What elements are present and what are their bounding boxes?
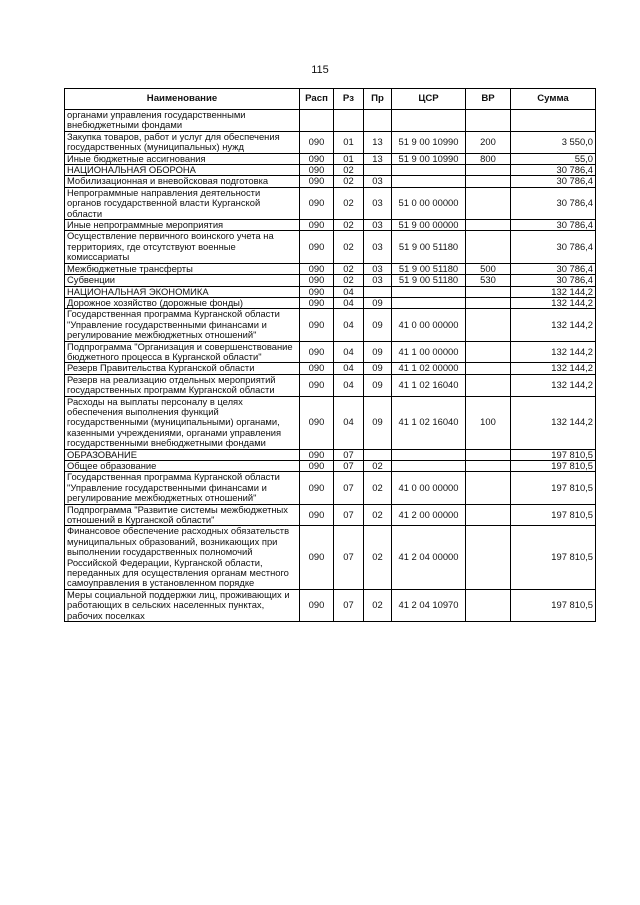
cell-csr: 51 9 00 10990 xyxy=(392,153,466,164)
cell-rz: 04 xyxy=(334,297,364,308)
cell-pr: 02 xyxy=(364,589,392,621)
cell-name: Иные бюджетные ассигнования xyxy=(65,153,300,164)
cell-vr: 500 xyxy=(466,263,511,274)
table-row xyxy=(65,153,596,164)
cell-rasp: 090 xyxy=(300,176,334,187)
cell-rz: 04 xyxy=(334,309,364,341)
cell-rasp: 090 xyxy=(300,472,334,504)
table-row xyxy=(65,363,596,374)
cell-pr: 09 xyxy=(364,297,392,308)
cell-csr xyxy=(392,297,466,308)
table-row xyxy=(65,231,596,263)
cell-rz: 02 xyxy=(334,263,364,274)
page-number: 115 xyxy=(311,64,329,76)
cell-sum: 30 786,4 xyxy=(511,187,596,219)
cell-pr: 03 xyxy=(364,263,392,274)
cell-pr: 09 xyxy=(364,396,392,449)
cell-name: Резерв Правительства Курганской области xyxy=(65,363,300,374)
cell-vr xyxy=(466,309,511,341)
cell-sum: 30 786,4 xyxy=(511,176,596,187)
cell-rasp: 090 xyxy=(300,449,334,460)
header-csr: ЦСР xyxy=(392,89,466,110)
cell-rasp: 090 xyxy=(300,396,334,449)
cell-pr: 02 xyxy=(364,472,392,504)
cell-pr: 09 xyxy=(364,363,392,374)
cell-name: Мобилизационная и вневойсковая подготовка xyxy=(65,176,300,187)
cell-name: Непрограммные направления деятельности органов государственной власти Курганской области xyxy=(65,187,300,219)
cell-vr xyxy=(466,449,511,460)
cell-csr: 51 9 00 10990 xyxy=(392,131,466,153)
cell-name: Иные непрограммные мероприятия xyxy=(65,220,300,231)
cell-pr: 13 xyxy=(364,153,392,164)
cell-csr xyxy=(392,286,466,297)
cell-pr: 03 xyxy=(364,176,392,187)
cell-vr xyxy=(466,220,511,231)
cell-pr xyxy=(364,449,392,460)
cell-name: Подпрограмма "Организация и совершенствование бюджетного процесса в Курганской области" xyxy=(65,341,300,363)
cell-vr xyxy=(466,472,511,504)
cell-rasp: 090 xyxy=(300,165,334,176)
cell-name: Закупка товаров, работ и услуг для обеспечения государственных (муниципальных) нужд xyxy=(65,131,300,153)
cell-rz: 04 xyxy=(334,374,364,396)
table-row xyxy=(65,220,596,231)
cell-vr xyxy=(466,504,511,526)
cell-name: Государственная программа Курганской области "Управление государственными финансами и регулирование межбюджетных отношений" xyxy=(65,309,300,341)
cell-rasp: 090 xyxy=(300,286,334,297)
cell-pr: 13 xyxy=(364,131,392,153)
cell-vr xyxy=(466,297,511,308)
cell-vr xyxy=(466,286,511,297)
cell-sum: 132 144,2 xyxy=(511,363,596,374)
table-row xyxy=(65,297,596,308)
cell-pr: 09 xyxy=(364,341,392,363)
table-row xyxy=(65,309,596,341)
cell-rz: 07 xyxy=(334,449,364,460)
cell-name: Субвенции xyxy=(65,275,300,286)
table-row xyxy=(65,461,596,472)
cell-rz: 02 xyxy=(334,275,364,286)
cell-sum: 132 144,2 xyxy=(511,286,596,297)
cell-sum: 197 810,5 xyxy=(511,589,596,621)
cell-pr xyxy=(364,110,392,132)
cell-sum: 132 144,2 xyxy=(511,309,596,341)
cell-rz: 04 xyxy=(334,363,364,374)
cell-vr xyxy=(466,176,511,187)
cell-rz: 07 xyxy=(334,589,364,621)
cell-name: Резерв на реализацию отдельных мероприятий государственных программ Курганской области xyxy=(65,374,300,396)
cell-rasp: 090 xyxy=(300,131,334,153)
table-row xyxy=(65,165,596,176)
budget-table xyxy=(64,88,596,622)
cell-rz: 02 xyxy=(334,176,364,187)
cell-rasp: 090 xyxy=(300,263,334,274)
cell-vr xyxy=(466,363,511,374)
header-name: Наименование xyxy=(65,89,300,110)
cell-pr: 03 xyxy=(364,231,392,263)
cell-vr xyxy=(466,589,511,621)
table-row xyxy=(65,504,596,526)
cell-rasp: 090 xyxy=(300,153,334,164)
cell-sum: 197 810,5 xyxy=(511,526,596,589)
cell-name: Дорожное хозяйство (дорожные фонды) xyxy=(65,297,300,308)
cell-vr: 200 xyxy=(466,131,511,153)
cell-rz: 07 xyxy=(334,461,364,472)
cell-vr xyxy=(466,526,511,589)
cell-csr: 51 0 00 00000 xyxy=(392,187,466,219)
cell-name: Подпрограмма "Развитие системы межбюджетных отношений в Курганской области" xyxy=(65,504,300,526)
cell-csr xyxy=(392,110,466,132)
header-pr: Пр xyxy=(364,89,392,110)
cell-name: Осуществление первичного воинского учета на территориях, где отсутствуют военные комиссариаты xyxy=(65,231,300,263)
cell-pr: 09 xyxy=(364,374,392,396)
cell-pr: 03 xyxy=(364,187,392,219)
cell-rz: 01 xyxy=(334,131,364,153)
cell-rz: 01 xyxy=(334,153,364,164)
cell-csr: 51 9 00 51180 xyxy=(392,275,466,286)
cell-vr xyxy=(466,231,511,263)
cell-name: Общее образование xyxy=(65,461,300,472)
cell-csr: 41 2 04 00000 xyxy=(392,526,466,589)
cell-vr: 530 xyxy=(466,275,511,286)
table-row xyxy=(65,341,596,363)
cell-rz: 02 xyxy=(334,220,364,231)
cell-vr: 100 xyxy=(466,396,511,449)
cell-sum: 132 144,2 xyxy=(511,396,596,449)
table-row xyxy=(65,449,596,460)
cell-sum: 197 810,5 xyxy=(511,504,596,526)
table-row xyxy=(65,176,596,187)
cell-name: Финансовое обеспечение расходных обязательств муниципальных образований, возникающих при выполнении государственных полномочий Российской Федерации, Курганской области, переданных для осуществления органам местного самоуправления в установленном порядке xyxy=(65,526,300,589)
table-row xyxy=(65,110,596,132)
cell-rz xyxy=(334,110,364,132)
cell-sum: 197 810,5 xyxy=(511,472,596,504)
cell-rz: 04 xyxy=(334,396,364,449)
cell-sum: 197 810,5 xyxy=(511,461,596,472)
table-row xyxy=(65,374,596,396)
cell-name: Межбюджетные трансферты xyxy=(65,263,300,274)
cell-vr xyxy=(466,110,511,132)
cell-sum: 132 144,2 xyxy=(511,341,596,363)
cell-csr: 41 0 00 00000 xyxy=(392,309,466,341)
cell-csr: 51 9 00 00000 xyxy=(392,220,466,231)
cell-rasp: 090 xyxy=(300,504,334,526)
table-row xyxy=(65,396,596,449)
cell-vr: 800 xyxy=(466,153,511,164)
cell-csr xyxy=(392,165,466,176)
cell-rz: 02 xyxy=(334,231,364,263)
table-row xyxy=(65,589,596,621)
cell-rz: 02 xyxy=(334,187,364,219)
table-row xyxy=(65,286,596,297)
cell-rz: 07 xyxy=(334,526,364,589)
cell-rasp xyxy=(300,110,334,132)
cell-sum: 30 786,4 xyxy=(511,220,596,231)
cell-rasp: 090 xyxy=(300,341,334,363)
cell-sum: 30 786,4 xyxy=(511,165,596,176)
header-vr: ВР xyxy=(466,89,511,110)
table-row xyxy=(65,275,596,286)
table-row xyxy=(65,472,596,504)
cell-csr: 41 2 04 10970 xyxy=(392,589,466,621)
cell-name: Государственная программа Курганской области "Управление государственными финансами и регулирование межбюджетных отношений" xyxy=(65,472,300,504)
cell-vr xyxy=(466,187,511,219)
cell-name: НАЦИОНАЛЬНАЯ ЭКОНОМИКА xyxy=(65,286,300,297)
cell-sum: 3 550,0 xyxy=(511,131,596,153)
cell-csr: 41 1 02 16040 xyxy=(392,396,466,449)
table-row xyxy=(65,263,596,274)
cell-rasp: 090 xyxy=(300,363,334,374)
cell-sum: 30 786,4 xyxy=(511,275,596,286)
cell-rasp: 090 xyxy=(300,526,334,589)
cell-pr xyxy=(364,286,392,297)
cell-rasp: 090 xyxy=(300,374,334,396)
cell-sum: 132 144,2 xyxy=(511,374,596,396)
cell-csr: 41 1 00 00000 xyxy=(392,341,466,363)
cell-rasp: 090 xyxy=(300,187,334,219)
cell-name: ОБРАЗОВАНИЕ xyxy=(65,449,300,460)
header-sum: Сумма xyxy=(511,89,596,110)
cell-rasp: 090 xyxy=(300,589,334,621)
table-row xyxy=(65,187,596,219)
cell-name: Расходы на выплаты персоналу в целях обеспечения выполнения функций государственными (муниципальными) органами, казенными учреждениями, органами управления государственными внебюджетными фондами xyxy=(65,396,300,449)
cell-rasp: 090 xyxy=(300,309,334,341)
cell-vr xyxy=(466,374,511,396)
cell-rasp: 090 xyxy=(300,275,334,286)
cell-pr: 03 xyxy=(364,220,392,231)
table-row xyxy=(65,526,596,589)
cell-rz: 07 xyxy=(334,472,364,504)
cell-rz: 04 xyxy=(334,286,364,297)
cell-sum: 55,0 xyxy=(511,153,596,164)
cell-sum: 30 786,4 xyxy=(511,263,596,274)
cell-csr: 51 9 00 51180 xyxy=(392,263,466,274)
header-rz: Рз xyxy=(334,89,364,110)
cell-vr xyxy=(466,341,511,363)
cell-sum: 197 810,5 xyxy=(511,449,596,460)
cell-rz: 07 xyxy=(334,504,364,526)
cell-csr: 41 1 02 00000 xyxy=(392,363,466,374)
cell-rasp: 090 xyxy=(300,220,334,231)
cell-pr: 02 xyxy=(364,526,392,589)
cell-name: органами управления государственными внебюджетными фондами xyxy=(65,110,300,132)
cell-csr xyxy=(392,461,466,472)
cell-csr: 51 9 00 51180 xyxy=(392,231,466,263)
cell-name: Меры социальной поддержки лиц, проживающих и работающих в сельских населенных пунктах, рабочих поселках xyxy=(65,589,300,621)
cell-pr: 09 xyxy=(364,309,392,341)
cell-csr: 41 0 00 00000 xyxy=(392,472,466,504)
cell-pr: 02 xyxy=(364,504,392,526)
cell-name: НАЦИОНАЛЬНАЯ ОБОРОНА xyxy=(65,165,300,176)
cell-vr xyxy=(466,461,511,472)
cell-csr: 41 2 00 00000 xyxy=(392,504,466,526)
cell-pr: 02 xyxy=(364,461,392,472)
cell-rasp: 090 xyxy=(300,231,334,263)
cell-csr xyxy=(392,176,466,187)
cell-rz: 02 xyxy=(334,165,364,176)
table-header-row xyxy=(65,89,596,110)
cell-rasp: 090 xyxy=(300,297,334,308)
cell-sum: 132 144,2 xyxy=(511,297,596,308)
table-row xyxy=(65,131,596,153)
cell-sum xyxy=(511,110,596,132)
cell-vr xyxy=(466,165,511,176)
cell-pr: 03 xyxy=(364,275,392,286)
cell-csr: 41 1 02 16040 xyxy=(392,374,466,396)
cell-sum: 30 786,4 xyxy=(511,231,596,263)
cell-csr xyxy=(392,449,466,460)
header-rasp: Расп xyxy=(300,89,334,110)
cell-rz: 04 xyxy=(334,341,364,363)
cell-pr xyxy=(364,165,392,176)
cell-rasp: 090 xyxy=(300,461,334,472)
